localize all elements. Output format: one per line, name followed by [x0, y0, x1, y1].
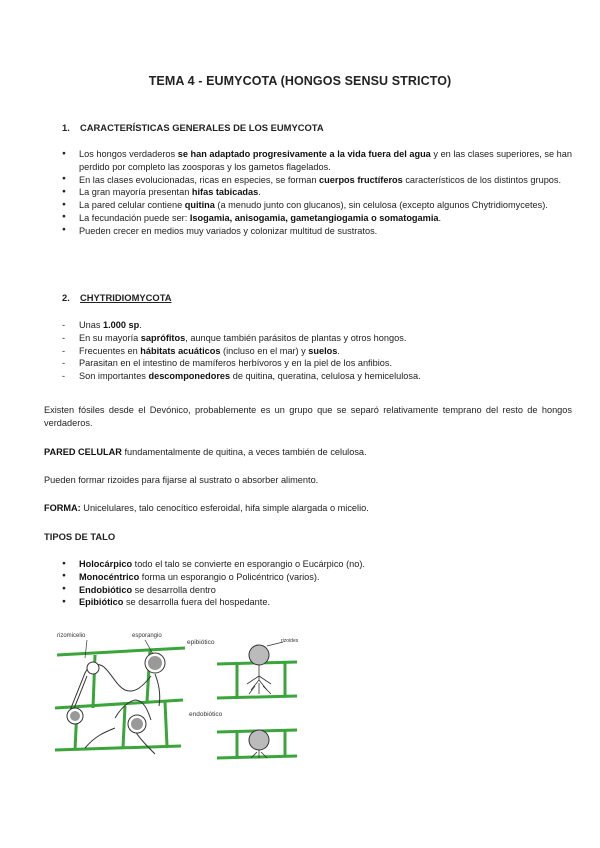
talo-list: [62, 558, 572, 609]
form-paragraph: FORMA: Unicelulares, talo cenocítico esferoidal, hifa simple alargada o micelio.: [44, 503, 369, 513]
list-item: ● Los hongos verdaderos se han adaptado progresivamente a la vida fuera del agua y en las clases superiores, se han perdido por completo las zoosporas y los gametos flagelados.: [62, 148, 572, 174]
section-1-list: [62, 148, 572, 238]
label-rizomicelio: rizomicelio: [57, 633, 86, 639]
list-item: ● Monocéntrico forma un esporangio o Policéntrico (varios).: [62, 571, 572, 584]
section-2-number: 2.: [62, 292, 70, 303]
label-esporangio: esporangio: [132, 633, 162, 639]
section-2-list: [62, 319, 572, 383]
label-rizoides: rizoides: [281, 638, 299, 644]
list-item: ● En las clases evolucionadas, ricas en especies, se forman cuerpos fructíferos característicos de los distintos grupos.: [62, 174, 572, 187]
list-item: ● La gran mayoría presentan hifas tabicadas.: [62, 186, 572, 199]
epibiotic-sporangium: [249, 645, 269, 665]
list-item: - Unas 1.000 sp.: [62, 319, 572, 332]
endobiotic-sporangium: [249, 730, 269, 750]
list-item: - Frecuentes en hábitats acuáticos (incluso en el mar) y suelos.: [62, 345, 572, 358]
rhizoids-paragraph: Pueden formar rizoides para fijarse al sustrato o absorber alimento.: [44, 475, 319, 485]
list-item: - Son importantes descomponedores de quitina, queratina, celulosa y hemicelulosa.: [62, 370, 572, 383]
list-item: ● Holocárpico todo el talo se convierte en esporangio o Eucárpico (no).: [62, 558, 572, 571]
talo-heading: TIPOS DE TALO: [44, 531, 116, 542]
list-item: ● La fecundación puede ser: Isogamia, anisogamia, gametangiogamia o somatogamia.: [62, 212, 572, 225]
epibiotic-endobiotic-illustration: [185, 628, 315, 763]
section-2-heading: [62, 292, 172, 303]
list-item: ● La pared celular contiene quitina (a menudo junto con glucanos), sin celulosa (excepto algunos Chytridiomycetes).: [62, 199, 572, 212]
label-endobiotico: endobiótico: [189, 711, 223, 718]
fossils-paragraph: Existen fósiles desde el Devónico, probablemente es un grupo que se separó relativamente temprano del resto de hongos verdaderos.: [44, 405, 572, 428]
list-item: - En su mayoría saprófitos, aunque también parásitos de plantas y otros hongos.: [62, 332, 572, 345]
section-1-title: CARACTERÍSTICAS GENERALES DE LOS EUMYCOTA: [80, 122, 324, 133]
list-item: ● Pueden crecer en medios muy variados y colonizar multitud de sustratos.: [62, 225, 572, 238]
rhizomycelium-illustration: [55, 628, 185, 763]
list-item: ● Endobiótico se desarrolla dentro: [62, 584, 572, 597]
list-item: - Parasitan en el intestino de mamíferos herbívoros y en la piel de los anfibios.: [62, 357, 572, 370]
page-title: TEMA 4 - EUMYCOTA (HONGOS SENSU STRICTO): [148, 74, 452, 88]
section-1-number: 1.: [62, 122, 70, 133]
section-2-title: CHYTRIDIOMYCOTA: [80, 292, 172, 303]
cell-wall-paragraph: PARED CELULAR fundamentalmente de quitina, a veces también de celulosa.: [44, 447, 367, 457]
rhizomycelium-pointer: [85, 640, 87, 658]
section-1-heading: [62, 122, 324, 133]
label-epibiotico: epibiótico: [187, 639, 215, 646]
list-item: ● Epibiótico se desarrolla fuera del hospedante.: [62, 596, 572, 609]
